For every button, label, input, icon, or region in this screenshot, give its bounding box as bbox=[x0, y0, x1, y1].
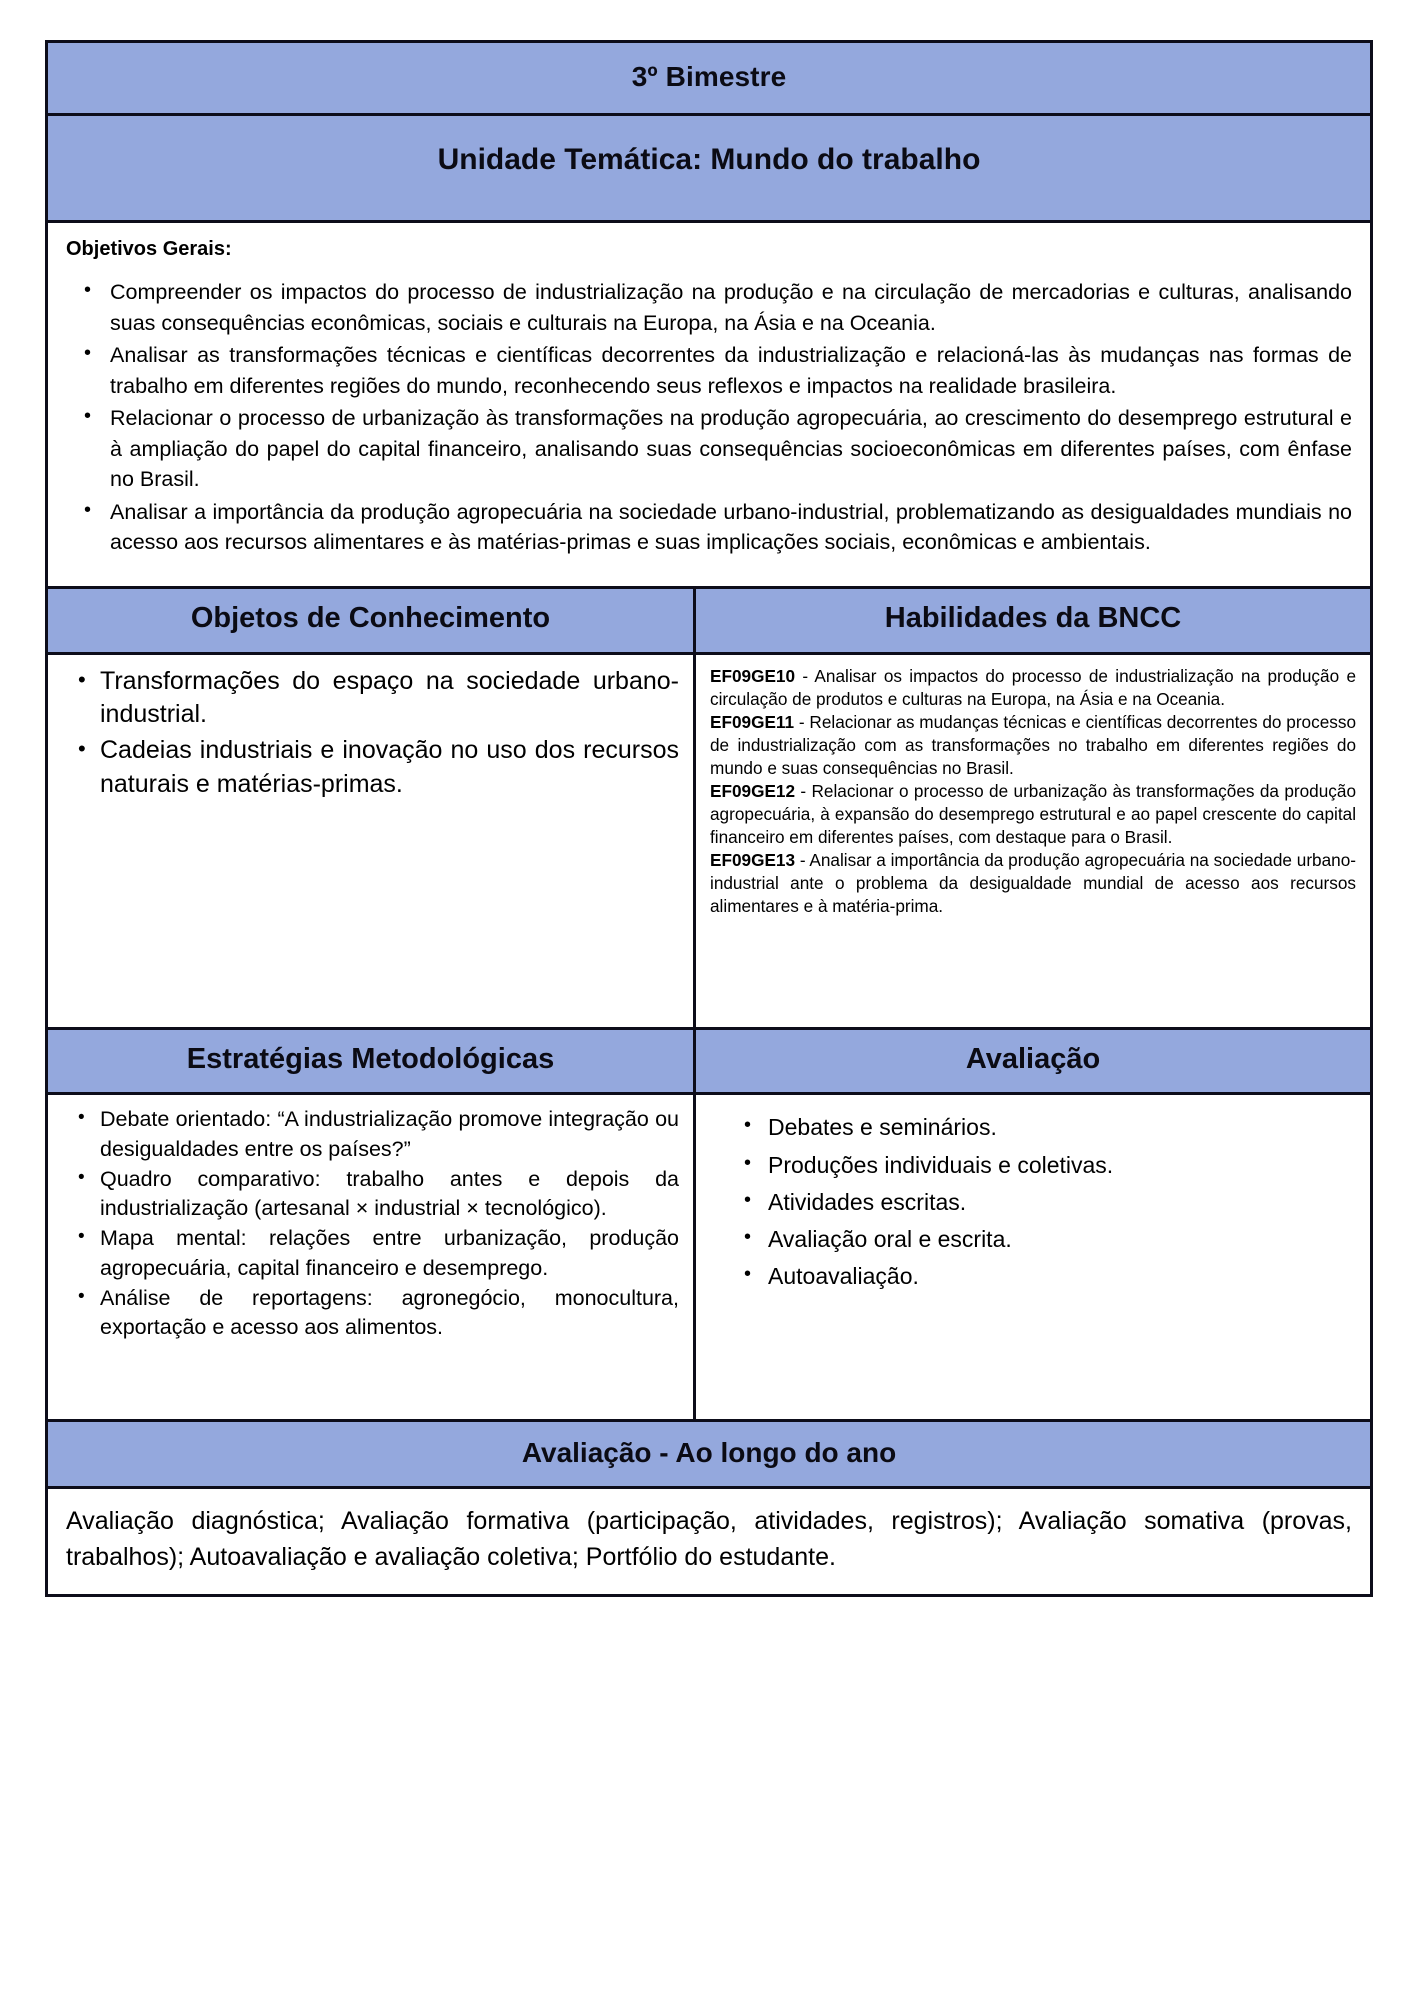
methodological-strategies-list bbox=[62, 1105, 679, 1342]
list-item: • Produções individuais e coletivas. bbox=[768, 1147, 1356, 1184]
thematic-unit-title: Unidade Temática: Mundo do trabalho bbox=[47, 115, 1372, 222]
evaluation-year-body-row bbox=[47, 1488, 1372, 1596]
list-item: • Atividades escritas. bbox=[768, 1184, 1356, 1221]
strategies-evaluation-body-row bbox=[47, 1094, 1372, 1421]
evaluation-cell bbox=[695, 1094, 1372, 1421]
list-item: • Quadro comparativo: trabalho antes e depois da industrialização (artesanal × industrial × tecnológico). bbox=[100, 1165, 679, 1223]
list-item: • Compreender os impactos do processo de industrialização na produção e na circulação de mercadorias e culturas, analisando suas consequências econômicas, sociais e culturais na Europa, na Ásia e na Oceania. bbox=[106, 277, 1352, 338]
evaluation-year-text: Avaliação diagnóstica; Avaliação formativa (participação, atividades, registros); Avaliação somativa (provas, trabalhos); Autoavaliação e avaliação coletiva; Portfólio do estudante. bbox=[66, 1507, 1353, 1572]
list-item: • Analisar as transformações técnicas e científicas decorrentes da industrialização e relacioná-las às mudanças nas formas de trabalho em diferentes regiões do mundo, reconhecendo seus reflexos e impactos na realidade brasileira. bbox=[106, 340, 1352, 401]
bncc-code: EF09GE10 bbox=[710, 665, 796, 686]
bimester-title: 3º Bimestre bbox=[47, 42, 1372, 115]
list-item: • Debate orientado: “A industrialização promove integração ou desigualdades entre os países?” bbox=[100, 1105, 679, 1163]
knowledge-objects-cell bbox=[47, 653, 695, 1028]
list-item: • Relacionar o processo de urbanização às transformações na produção agropecuária, ao crescimento do desemprego estrutural e à ampliação do papel do capital financeiro, analisando suas consequências socioeconômicas em diferentes países, com ênfase no Brasil. bbox=[106, 403, 1352, 495]
bncc-skill-item bbox=[710, 665, 1356, 711]
bncc-code: EF09GE12 bbox=[710, 780, 796, 801]
general-objectives-heading: Objetivos Gerais: bbox=[66, 238, 232, 261]
bncc-skill-item bbox=[710, 849, 1356, 918]
list-item: • Transformações do espaço na sociedade urbano-industrial. bbox=[100, 665, 679, 733]
list-item: • Autoavaliação. bbox=[768, 1258, 1356, 1295]
bncc-description: - Relacionar o processo de urbanização às transformações da produção agropecuária, à expansão do desemprego estrutural e ao papel crescente do capital financeiro em diferentes países, com destaque para o Brasil. bbox=[710, 780, 1357, 847]
evaluation-year-header: Avaliação - Ao longo do ano bbox=[47, 1421, 1372, 1488]
methodological-strategies-cell bbox=[47, 1094, 695, 1421]
evaluation-year-header-row bbox=[47, 1421, 1372, 1488]
methodological-strategies-header: Estratégias Metodológicas bbox=[47, 1028, 695, 1094]
bncc-code: EF09GE13 bbox=[710, 850, 796, 870]
knowledge-objects-header: Objetos de Conhecimento bbox=[47, 587, 695, 653]
general-objectives-list bbox=[66, 277, 1352, 558]
evaluation-list bbox=[710, 1109, 1356, 1295]
knowledge-objects-list bbox=[62, 665, 679, 802]
list-item: • Mapa mental: relações entre urbanização, produção agropecuária, capital financeiro e desemprego. bbox=[100, 1224, 679, 1282]
knowledge-bncc-header-row bbox=[47, 587, 1372, 653]
evaluation-year-cell bbox=[47, 1488, 1372, 1596]
list-item: • Avaliação oral e escrita. bbox=[768, 1221, 1356, 1258]
bncc-skill-item bbox=[710, 711, 1356, 780]
bimester-row bbox=[47, 42, 1372, 115]
bncc-skill-item bbox=[710, 780, 1356, 849]
bncc-skills-cell bbox=[695, 653, 1372, 1028]
bncc-description: - Relacionar as mudanças técnicas e científicas decorrentes do processo de industrialização com as transformações no trabalho em diferentes regiões do mundo e suas consequências no Brasil. bbox=[710, 711, 1357, 778]
evaluation-header: Avaliação bbox=[695, 1028, 1372, 1094]
strategies-evaluation-header-row bbox=[47, 1028, 1372, 1094]
bncc-code: EF09GE11 bbox=[710, 711, 795, 732]
lesson-plan-table bbox=[45, 40, 1373, 1597]
general-objectives-cell bbox=[47, 222, 1372, 588]
bncc-description: - Analisar a importância da produção agropecuária na sociedade urbano-industrial ante o problema da desigualdade mundial de acesso aos recursos alimentares e à matéria-prima. bbox=[710, 850, 1357, 917]
knowledge-bncc-body-row bbox=[47, 653, 1372, 1028]
bncc-skills-header: Habilidades da BNCC bbox=[695, 587, 1372, 653]
list-item: • Analisar a importância da produção agropecuária na sociedade urbano-industrial, problematizando as desigualdades mundiais no acesso aos recursos alimentares e às matérias-primas e suas implicações sociais, econômicas e ambientais. bbox=[106, 497, 1352, 558]
thematic-unit-row bbox=[47, 115, 1372, 222]
list-item: • Cadeias industriais e inovação no uso dos recursos naturais e matérias-primas. bbox=[100, 734, 679, 802]
general-objectives-row bbox=[47, 222, 1372, 588]
list-item: • Análise de reportagens: agronegócio, monocultura, exportação e acesso aos alimentos. bbox=[100, 1284, 679, 1342]
bncc-description: - Analisar os impactos do processo de industrialização na produção e circulação de produtos e culturas na Europa, na Ásia e na Oceania. bbox=[710, 665, 1357, 709]
list-item: • Debates e seminários. bbox=[768, 1109, 1356, 1146]
